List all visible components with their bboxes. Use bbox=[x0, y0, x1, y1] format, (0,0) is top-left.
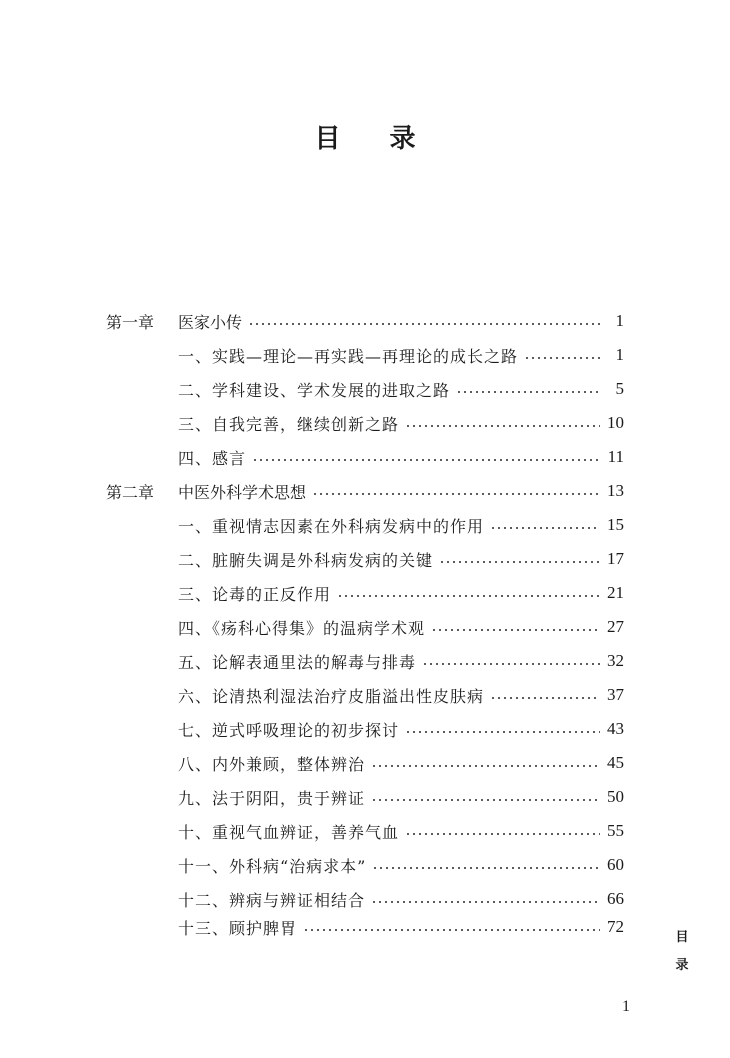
page-number: 55 bbox=[607, 821, 624, 840]
entry-title: 一、实践—理论—再实践—再理论的成长之路 bbox=[178, 346, 519, 366]
dot-leader bbox=[524, 357, 600, 359]
entry-title: 四、《疡科心得集》的温病学术观 bbox=[178, 618, 426, 638]
toc-entry[interactable] bbox=[178, 508, 624, 542]
entry-title: 三、论毒的正反作用 bbox=[178, 584, 332, 604]
entry-title: 十一、外科病“治病求本” bbox=[178, 856, 367, 876]
toc-entry[interactable] bbox=[178, 372, 624, 406]
chapter-label: 第一章 bbox=[106, 312, 155, 332]
page-number: 43 bbox=[607, 719, 624, 738]
toc-entry[interactable] bbox=[178, 576, 624, 610]
page-number: 50 bbox=[607, 787, 624, 806]
page-number: 45 bbox=[607, 753, 624, 772]
toc-entry[interactable] bbox=[178, 542, 624, 576]
entry-title: 一、重视情志因素在外科病发病中的作用 bbox=[178, 516, 485, 536]
dot-leader bbox=[439, 561, 600, 563]
chapter-title: 医家小传 bbox=[178, 312, 243, 332]
dot-leader bbox=[405, 731, 600, 733]
toc-entry[interactable] bbox=[178, 746, 624, 780]
toc-entry[interactable] bbox=[178, 814, 624, 848]
entry-title: 四、感言 bbox=[178, 448, 247, 468]
dot-leader bbox=[371, 765, 600, 767]
toc-entry[interactable] bbox=[178, 848, 624, 882]
toc-entry[interactable] bbox=[178, 338, 624, 372]
page-number: 13 bbox=[607, 481, 624, 500]
entry-title: 三、自我完善，继续创新之路 bbox=[178, 414, 400, 434]
page-folio: 1 bbox=[622, 998, 630, 1015]
dot-leader bbox=[312, 493, 600, 495]
page-number: 60 bbox=[607, 855, 624, 874]
dot-leader bbox=[405, 833, 600, 835]
page-number: 32 bbox=[607, 651, 624, 670]
page-title: 目 录 bbox=[314, 124, 436, 154]
dot-leader bbox=[303, 929, 600, 931]
page-number: 10 bbox=[607, 413, 624, 432]
entry-title: 二、学科建设、学术发展的进取之路 bbox=[178, 380, 451, 400]
toc-entry[interactable] bbox=[178, 644, 624, 678]
side-label-char: 目 bbox=[675, 930, 689, 945]
side-label-char: 录 bbox=[675, 958, 689, 973]
dot-leader bbox=[490, 697, 600, 699]
entry-title: 七、逆式呼吸理论的初步探讨 bbox=[178, 720, 400, 740]
dot-leader bbox=[431, 629, 600, 631]
dot-leader bbox=[371, 799, 600, 801]
entry-title: 十二、辨病与辨证相结合 bbox=[178, 890, 366, 910]
page-number: 66 bbox=[607, 889, 624, 908]
toc-entry[interactable] bbox=[178, 910, 624, 944]
page-number: 21 bbox=[607, 583, 624, 602]
entry-title: 八、内外兼顾，整体辨治 bbox=[178, 754, 366, 774]
dot-leader bbox=[422, 663, 600, 665]
dot-leader bbox=[372, 867, 600, 869]
toc-entry[interactable] bbox=[178, 440, 624, 474]
dot-leader bbox=[371, 901, 600, 903]
page-number: 72 bbox=[607, 917, 624, 936]
toc-chapter-2[interactable] bbox=[106, 474, 624, 508]
page-number: 1 bbox=[615, 345, 624, 364]
dot-leader bbox=[248, 323, 600, 325]
page-number: 1 bbox=[615, 311, 624, 330]
entry-title: 十三、顾护脾胃 bbox=[178, 918, 298, 938]
entry-title: 二、脏腑失调是外科病发病的关键 bbox=[178, 550, 434, 570]
dot-leader bbox=[405, 425, 600, 427]
toc-chapter-1[interactable] bbox=[106, 304, 624, 338]
page-number: 17 bbox=[607, 549, 624, 568]
entry-title: 五、论解表通里法的解毒与排毒 bbox=[178, 652, 417, 672]
dot-leader bbox=[456, 391, 600, 393]
entry-title: 十、重视气血辨证，善养气血 bbox=[178, 822, 400, 842]
dot-leader bbox=[252, 459, 600, 461]
toc-entry[interactable] bbox=[178, 406, 624, 440]
chapter-label: 第二章 bbox=[106, 482, 155, 502]
toc-entry[interactable] bbox=[178, 712, 624, 746]
entry-title: 九、法于阴阳，贵于辨证 bbox=[178, 788, 366, 808]
page-number: 15 bbox=[607, 515, 624, 534]
dot-leader bbox=[490, 527, 600, 529]
entry-title: 六、论清热利湿法治疗皮脂溢出性皮肤病 bbox=[178, 686, 485, 706]
toc-entry[interactable] bbox=[178, 780, 624, 814]
toc-entry[interactable] bbox=[178, 610, 624, 644]
toc-entry[interactable] bbox=[178, 678, 624, 712]
page-number: 27 bbox=[607, 617, 624, 636]
page-number: 11 bbox=[607, 447, 624, 466]
dot-leader bbox=[337, 595, 600, 597]
running-section-label bbox=[672, 924, 692, 980]
page-number: 37 bbox=[607, 685, 624, 704]
chapter-title: 中医外科学术思想 bbox=[178, 482, 307, 502]
page-number: 5 bbox=[615, 379, 624, 398]
